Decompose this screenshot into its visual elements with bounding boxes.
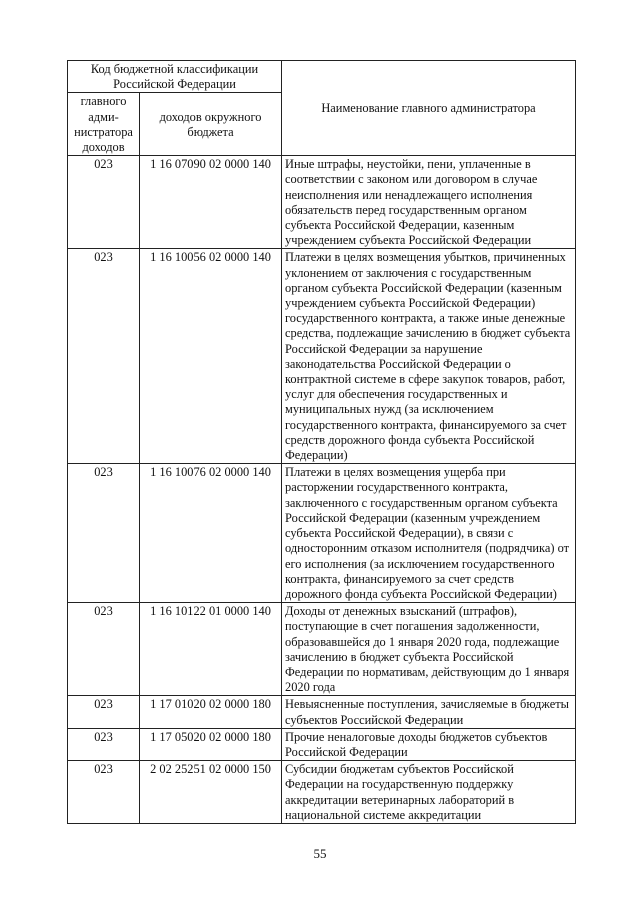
- table-row: [68, 696, 576, 728]
- administrator-name-cell: Платежи в целях возмещения ущерба при расторжении государственного контракта, заключенного с государственным органом субъекта Российской Федерации (казенным учреждением субъекта Российской Федерации), в связи с односторонним отказом исполнителя (подрядчика) от его исполнения (за исключением государственного контракта, финансируемого за счет средств дорожного фонда субъекта Российской Федерации): [282, 464, 576, 603]
- table-row: [68, 249, 576, 464]
- header-income-code: доходов окружного бюджета: [140, 93, 282, 156]
- admin-code-cell: 023: [68, 728, 140, 760]
- table-body: [68, 156, 576, 824]
- admin-code-cell: 023: [68, 156, 140, 249]
- income-code-cell: 1 17 01020 02 0000 180: [140, 696, 282, 728]
- administrator-name-cell: Прочие неналоговые доходы бюджетов субъектов Российской Федерации: [282, 728, 576, 760]
- administrator-name-cell: Иные штрафы, неустойки, пени, уплаченные в соответствии с законом или договором в случае неисполнения или ненадлежащего исполнения обязательств перед государственным органом субъекта Российской Федерации, казенным учреждением субъекта Российской Федерации: [282, 156, 576, 249]
- admin-code-cell: 023: [68, 696, 140, 728]
- admin-code-cell: 023: [68, 249, 140, 464]
- administrator-name-cell: Субсидии бюджетам субъектов Российской Федерации на государственную поддержку аккредитации ветеринарных лабораторий в национальной системе аккредитации: [282, 761, 576, 824]
- header-classification-group: Код бюджетной классификации Российской Федерации: [68, 61, 282, 93]
- table-row: [68, 761, 576, 824]
- page-number: 55: [313, 846, 327, 861]
- table-row: [68, 156, 576, 249]
- table-row: [68, 603, 576, 696]
- header-admin-code: главного адми-нистратора доходов: [68, 93, 140, 156]
- budget-classification-table: [67, 60, 576, 824]
- administrator-name-cell: Невыясненные поступления, зачисляемые в бюджеты субъектов Российской Федерации: [282, 696, 576, 728]
- income-code-cell: 1 16 07090 02 0000 140: [140, 156, 282, 249]
- income-code-cell: 1 16 10122 01 0000 140: [140, 603, 282, 696]
- administrator-name-cell: Платежи в целях возмещения убытков, причиненных уклонением от заключения с государственным органом субъекта Российской Федерации (казенным учреждением субъекта Российской Федерации) государственного контракта, а также иные денежные средства, подлежащие зачислению в бюджет субъекта Российской Федерации за нарушение законодательства Российской Федерации о контрактной системе в сфере закупок товаров, работ, услуг для обеспечения государственных и муниципальных нужд (за исключением государственного контракта, финансируемого за счет средств дорожного фонда субъекта Российской Федерации): [282, 249, 576, 464]
- admin-code-cell: 023: [68, 603, 140, 696]
- admin-code-cell: 023: [68, 761, 140, 824]
- table-row: [68, 464, 576, 603]
- administrator-name-cell: Доходы от денежных взысканий (штрафов), поступающие в счет погашения задолженности, образовавшейся до 1 января 2020 года, подлежащие зачислению в бюджет субъекта Российской Федерации по нормативам, действующим до 1 января 2020 года: [282, 603, 576, 696]
- table-header-row: [68, 61, 576, 93]
- income-code-cell: 1 16 10056 02 0000 140: [140, 249, 282, 464]
- income-code-cell: 1 17 05020 02 0000 180: [140, 728, 282, 760]
- header-administrator-name: Наименование главного администратора: [282, 61, 576, 156]
- admin-code-cell: 023: [68, 464, 140, 603]
- income-code-cell: 1 16 10076 02 0000 140: [140, 464, 282, 603]
- table-row: [68, 728, 576, 760]
- income-code-cell: 2 02 25251 02 0000 150: [140, 761, 282, 824]
